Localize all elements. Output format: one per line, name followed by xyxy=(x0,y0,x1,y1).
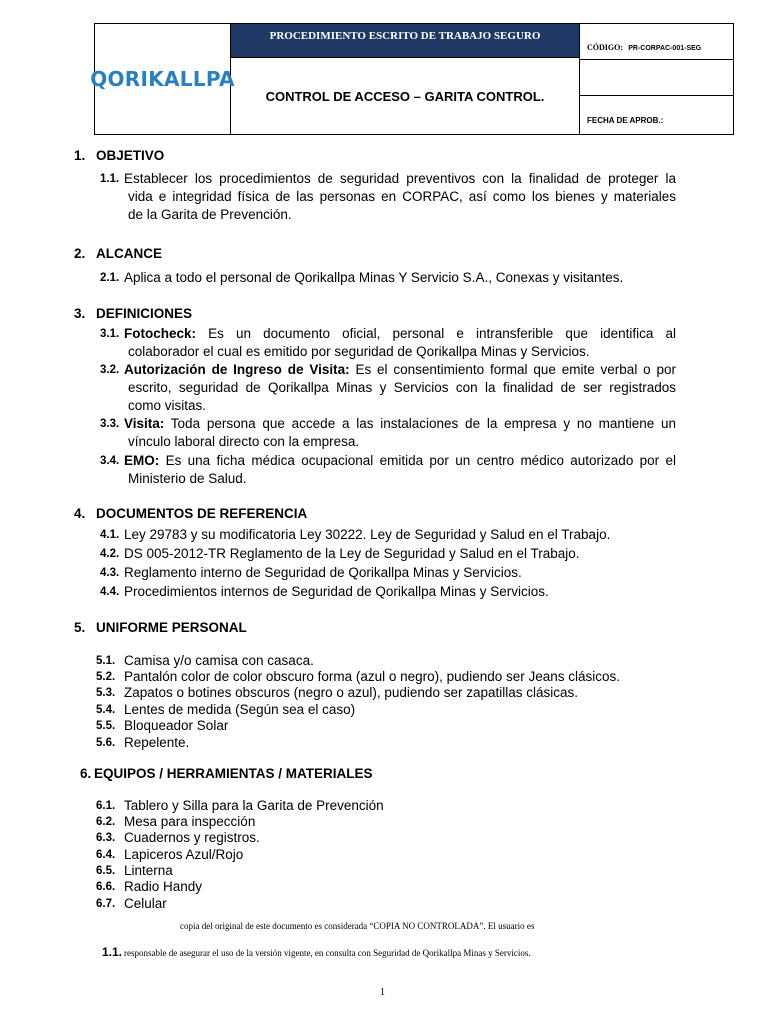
item-text: Ley 29783 y su modificatoria Ley 30222. Ley de Seguridad y Salud en el Trabajo. xyxy=(124,527,611,542)
item-number: 5.4. xyxy=(96,704,116,716)
item-text: vínculo laboral directo con la empresa. xyxy=(128,434,360,449)
item-text: Pantalón color de color obscuro forma (azul o negro), pudiendo ser Jeans clásicos. xyxy=(124,669,621,684)
item-text: Cuadernos y registros. xyxy=(124,830,260,845)
item-text: Lentes de medida (Según sea el caso) xyxy=(124,702,356,717)
item-number: 6.6. xyxy=(96,881,116,893)
section-2-title: ALCANCE xyxy=(96,246,162,261)
item-number: 5.6. xyxy=(96,737,116,749)
document-subtitle: CONTROL DE ACCESO – GARITA CONTROL. xyxy=(231,58,580,134)
item-text: Zapatos o botines obscuros (negro o azul), pudiendo ser zapatillas clásicas. xyxy=(124,685,579,700)
definition-term: Autorización de Ingreso de Visita: xyxy=(124,362,350,377)
codigo-value: PR-CORPAC-001-SEG xyxy=(628,45,702,52)
item-number: 4.2. xyxy=(100,548,120,560)
item-text: DS 005-2012-TR Reglamento de la Ley de Seguridad y Salud en el Trabajo. xyxy=(124,546,580,561)
item-number: 6.5. xyxy=(96,865,116,877)
definition-text: Toda persona que accede a las instalaciones de la empresa y no mantiene un xyxy=(164,416,676,431)
definition-term: Fotocheck: xyxy=(124,326,197,341)
item-text: Celular xyxy=(124,896,167,911)
item-text: Reglamento interno de Seguridad de Qorikallpa Minas y Servicios. xyxy=(124,565,522,580)
section-6-title: EQUIPOS / HERRAMIENTAS / MATERIALES xyxy=(94,766,373,781)
definition-text: Es el consentimiento formal que emite verbal o por xyxy=(349,362,677,377)
item-number: 3.4. xyxy=(100,455,120,467)
item-number: 3.3. xyxy=(100,418,120,430)
item-text: de la Garita de Prevención. xyxy=(128,207,292,222)
item-number: 5.5. xyxy=(96,720,116,732)
footer-disclaimer-line1: copia del original de este documento es considerada “COPIA NO CONTROLADA”. El usuario es xyxy=(180,921,535,931)
item-text: Bloqueador Solar xyxy=(124,718,229,733)
section-5-title: UNIFORME PERSONAL xyxy=(96,620,247,635)
section-1-number: 1. xyxy=(74,148,86,163)
item-number: 6.7. xyxy=(96,898,116,910)
item-text: Ministerio de Salud. xyxy=(128,471,247,486)
definition-line xyxy=(124,452,676,470)
item-number: 4.1. xyxy=(100,529,120,541)
footer-disclaimer-line2: responsable de asegurar el uso de la versión vigente, en consulta con Seguridad de Qorikallpa Minas y Servicios. xyxy=(124,948,531,958)
item-text: Repelente. xyxy=(124,735,190,750)
item-text: Establecer los procedimientos de seguridad preventivos con la finalidad de proteger la xyxy=(124,171,676,186)
item-number: 6.4. xyxy=(96,849,116,861)
document-header xyxy=(90,23,734,135)
fecha-field: FECHA DE APROB.: xyxy=(587,116,664,125)
item-text: Radio Handy xyxy=(124,879,203,894)
document-title: PROCEDIMIENTO ESCRITO DE TRABAJO SEGURO xyxy=(231,24,580,58)
section-5-number: 5. xyxy=(74,620,86,635)
definition-term: EMO: xyxy=(124,453,160,468)
item-number: 3.2. xyxy=(100,364,120,376)
item-number: 6.3. xyxy=(96,832,116,844)
section-6-number: 6. xyxy=(80,766,92,781)
definition-line xyxy=(124,325,676,343)
section-3-title: DEFINICIONES xyxy=(96,306,193,321)
blank-field xyxy=(580,60,733,96)
item-number: 5.1. xyxy=(96,655,116,667)
section-4-title: DOCUMENTOS DE REFERENCIA xyxy=(96,506,308,521)
section-3-number: 3. xyxy=(74,306,86,321)
item-number: 3.1. xyxy=(100,328,120,340)
company-logo xyxy=(90,24,235,134)
item-number: 5.2. xyxy=(96,671,116,683)
definition-term: Visita: xyxy=(124,416,165,431)
item-text: Tablero y Silla para la Garita de Prevención xyxy=(124,798,384,813)
definition-line xyxy=(124,415,676,433)
item-number: 2.1. xyxy=(100,272,120,284)
item-text: Lapiceros Azul/Rojo xyxy=(124,847,244,862)
item-number: 6.1. xyxy=(96,800,116,812)
item-number: 6.2. xyxy=(96,816,116,828)
item-text: Camisa y/o camisa con casaca. xyxy=(124,653,314,668)
item-text: Mesa para inspección xyxy=(124,814,256,829)
footer-item-number: 1.1. xyxy=(102,945,123,959)
item-text: Linterna xyxy=(124,863,173,878)
definition-text: Es un documento oficial, personal e intransferible que identifica al xyxy=(196,326,676,341)
item-text: escrito, seguridad de Qorikallpa Minas y Servicios con la finalidad de ser registrados xyxy=(128,380,676,395)
codigo-label: CÓDIGO: xyxy=(587,43,623,52)
codigo-field xyxy=(580,24,733,60)
definition-text: Es una ficha médica ocupacional emitida por un centro médico autorizado por el xyxy=(159,453,676,468)
section-1-title: OBJETIVO xyxy=(96,148,165,163)
item-text: como visitas. xyxy=(128,398,207,413)
page-number: 1 xyxy=(380,987,385,998)
item-text: Aplica a todo el personal de Qorikallpa Minas Y Servicio S.A., Conexas y visitantes. xyxy=(124,270,624,285)
logo-text: QORIKALLPA xyxy=(90,67,235,91)
definition-line xyxy=(124,361,676,379)
section-4-number: 4. xyxy=(74,506,86,521)
item-text: Procedimientos internos de Seguridad de Qorikallpa Minas y Servicios. xyxy=(124,584,549,599)
item-number: 1.1. xyxy=(100,173,120,185)
item-number: 4.3. xyxy=(100,567,120,579)
item-number: 5.3. xyxy=(96,687,116,699)
item-text: vida e integridad física de las personas en CORPAC, así como los bienes y materiales xyxy=(128,189,676,204)
item-text: colaborador el cual es emitido por seguridad de Qorikallpa Minas y Servicios. xyxy=(128,344,590,359)
section-2-number: 2. xyxy=(74,246,86,261)
item-number: 4.4. xyxy=(100,586,120,598)
